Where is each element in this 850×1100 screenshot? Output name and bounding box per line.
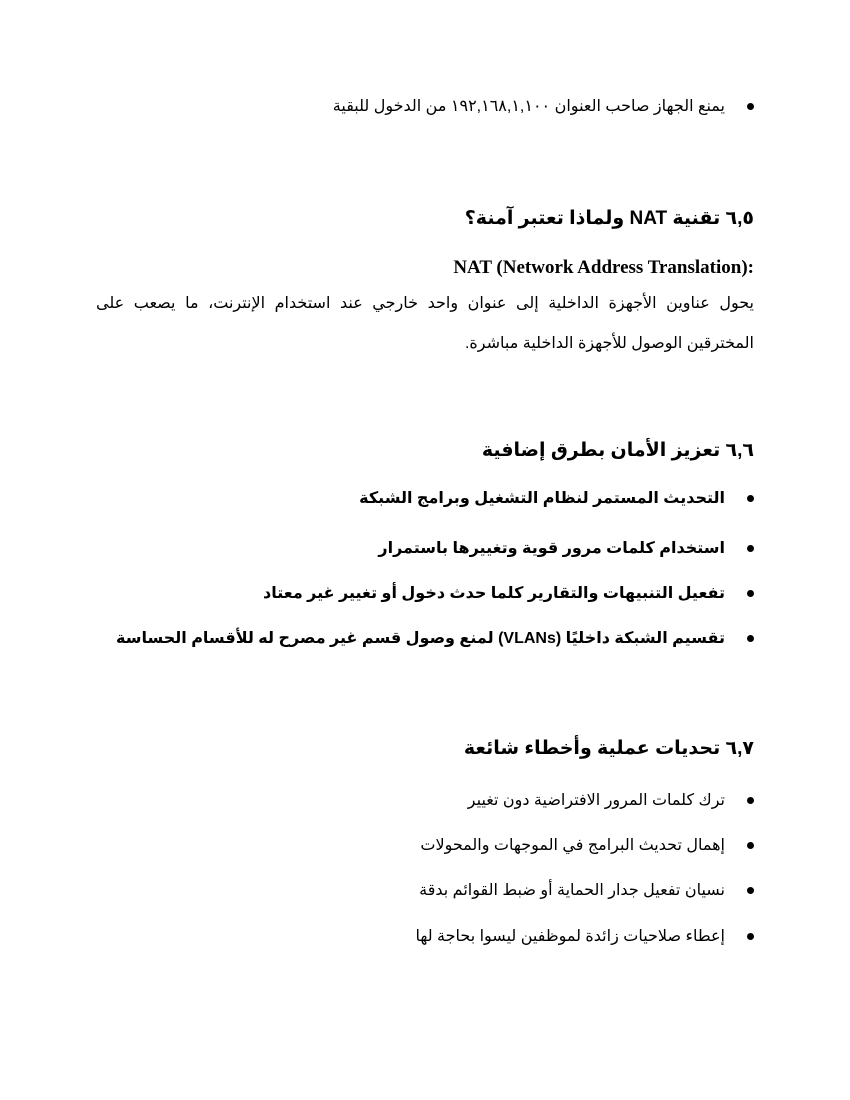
list-item-text: نسيان تفعيل جدار الحماية أو ضبط القوائم بدقة bbox=[419, 882, 725, 899]
list-item-text: التحديث المستمر لنظام التشغيل وبرامج الشبكة bbox=[359, 490, 725, 507]
list-item-text: تفعيل التنبيهات والتقارير كلما حدث دخول أو تغيير غير معتاد bbox=[263, 585, 725, 602]
list-item bbox=[116, 628, 754, 648]
bullet-dot bbox=[747, 797, 754, 804]
bullet-dot bbox=[747, 103, 754, 110]
list-item-text: إعطاء صلاحيات زائدة لموظفين ليسوا بحاجة لها bbox=[415, 928, 725, 945]
bullet-dot bbox=[747, 495, 754, 502]
list-item bbox=[468, 790, 754, 810]
list-item-text: تقسيم الشبكة داخليًا (VLANs) لمنع وصول قسم غير مصرح له للأقسام الحساسة bbox=[116, 630, 725, 647]
intro-bullet-item bbox=[333, 96, 754, 116]
nat-paragraph-line-1: يحول عناوين الأجهزة الداخلية إلى عنوان واحد خارجي عند استخدام الإنترنت، ما يصعب على bbox=[96, 295, 755, 312]
list-item-text: إهمال تحديث البرامج في الموجهات والمحولات bbox=[420, 837, 725, 854]
list-item bbox=[263, 583, 754, 603]
section-66-heading: ٦,٦ تعزيز الأمان بطرق إضافية bbox=[481, 440, 754, 461]
section-65-heading: ٦,٥ تقنية NAT ولماذا تعتبر آمنة؟ bbox=[464, 208, 754, 229]
bullet-dot bbox=[747, 842, 754, 849]
list-item bbox=[415, 926, 754, 946]
bullet-dot bbox=[747, 545, 754, 552]
list-item bbox=[378, 538, 754, 558]
bullet-dot bbox=[747, 590, 754, 597]
list-item bbox=[359, 488, 754, 508]
list-item bbox=[419, 880, 754, 900]
bullet-dot bbox=[747, 635, 754, 642]
nat-paragraph bbox=[96, 284, 754, 364]
nat-paragraph-line-2: المخترقين الوصول للأجهزة الداخلية مباشرة. bbox=[464, 335, 754, 352]
bullet-dot bbox=[747, 887, 754, 894]
intro-bullet-text: يمنع الجهاز صاحب العنوان ١٩٢,١٦٨,١,١٠٠ من الدخول للبقية bbox=[332, 98, 725, 115]
list-item-text: استخدام كلمات مرور قوية وتغييرها باستمرار bbox=[378, 540, 725, 557]
nat-subheading: NAT (Network Address Translation): bbox=[453, 257, 754, 278]
list-item bbox=[420, 835, 754, 855]
list-item-text: ترك كلمات المرور الافتراضية دون تغيير bbox=[467, 792, 725, 809]
section-67-heading: ٦,٧ تحديات عملية وأخطاء شائعة bbox=[463, 738, 754, 759]
bullet-dot bbox=[747, 933, 754, 940]
